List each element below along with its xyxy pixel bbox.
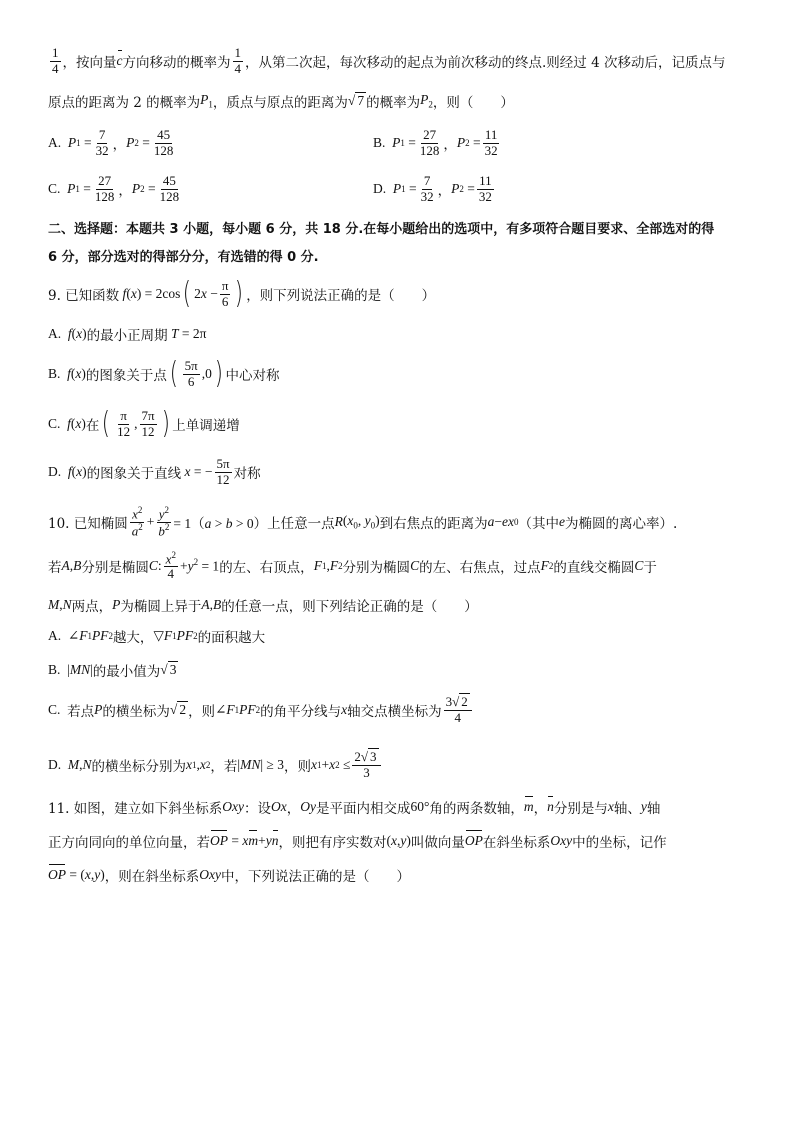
- q10-c-text: 的横坐标为: [102, 704, 170, 720]
- q8-option-row: [48, 120, 754, 166]
- q9-stem: [48, 274, 754, 314]
- section-2-heading: [48, 216, 754, 238]
- q11-text: 叫做向量: [410, 835, 465, 851]
- q8-text: 原点的距离为 2 的概率为: [48, 95, 201, 111]
- q11-text: ，则把有序实数对: [278, 835, 387, 851]
- q10-text: 的左、右焦点，过点: [419, 560, 541, 576]
- q11-text: 是平面内相交成: [316, 801, 411, 817]
- q8-option: B. P 1 = $\frac{27}{128}$ ， P 2 = $\frac{11}{32}$: [373, 127, 498, 158]
- q8-line-2: [48, 88, 754, 114]
- p2-fraction: $\frac{45}{128}$: [159, 173, 180, 204]
- q8-option: C. P 1 = $\frac{27}{128}$ ， P 2 = $\frac{45}{128}$: [48, 173, 180, 204]
- paren-left: (: [183, 276, 192, 311]
- q10-text: 于: [643, 560, 657, 576]
- q10-text: 的直线交椭圆: [553, 560, 635, 576]
- q10-line-3: M , N 两点， P 为椭圆上异于 A , B 的任意一点，则下列结论正确的是（ ）: [48, 597, 478, 615]
- p1-symbol: $P_1$: [200, 92, 213, 110]
- q9-text: ，则下列说法正确的是（ ）: [246, 288, 436, 304]
- q10-text: 为椭圆的离心率）.: [565, 516, 678, 532]
- exam-page: [48, 44, 754, 888]
- p1-fraction: $\frac{7}{32}$: [420, 173, 434, 204]
- q9-c-text: 上单调递增: [172, 418, 240, 434]
- q10-line-2: 若 A , B 分别是椭圆 C : $\frac{x^2}{4}$ $+y^2 = 1$ 的左、右顶点， F 1 , F 2 分别为椭圆 C 的左、右焦点，过点 F 2 的直线交椭圆 C 于: [48, 549, 657, 582]
- q10-text: 的左、右顶点，: [219, 560, 314, 576]
- q10-d-text: 的横坐标分别为: [91, 759, 187, 775]
- option-letter: D.: [373, 181, 387, 196]
- q10-a-text: 的面积越大: [197, 630, 266, 646]
- q11-text: 轴、: [613, 801, 641, 817]
- q10-a-text: 越大，: [112, 630, 154, 646]
- q8-text: 的概率为: [366, 95, 421, 111]
- q11-text: 在斜坐标系: [482, 835, 551, 851]
- q10-text: 到右焦点的距离为: [379, 516, 488, 532]
- fraction-quarter: $\frac{1}{4}$: [234, 45, 241, 76]
- paren-right: ): [235, 276, 244, 311]
- q11-text: 分别是与: [553, 801, 608, 817]
- q8-options: [48, 120, 754, 212]
- section-2-heading-2: [48, 244, 754, 266]
- option-letter: C.: [48, 181, 61, 196]
- math-expr: 2x −: [194, 286, 218, 301]
- p2-fraction: $\frac{11}{32}$: [484, 127, 498, 158]
- q11-text: ，: [533, 801, 548, 817]
- q9-d-text: 的图象关于直线: [86, 466, 182, 482]
- q11-text: 轴: [646, 801, 661, 817]
- q8-text: ，从第二次起，每次移动的起点为前次移动的终点.则经过 4 次移动后，记质点与: [245, 55, 726, 71]
- math-expr: f(x) = 2cos: [119, 286, 181, 301]
- p2-fraction: $\frac{45}{128}$: [153, 127, 174, 158]
- q10-text: 上任意一点: [267, 516, 335, 532]
- q11-line-2: 正方向同向的单位向量，若 OP = x m + y n ，则把有序实数对 ( x , y ) 叫做向量 OP 在斜坐标系 Oxy 中的坐标，记作: [48, 833, 667, 851]
- q10-c-text: 的角平分线与: [260, 704, 342, 720]
- q9-a-text: 的最小正周期: [86, 328, 168, 344]
- q10-text: 10. 已知椭圆: [48, 516, 128, 532]
- q11-text: 中的坐标，记作: [572, 835, 667, 851]
- q10-stem: 10. 已知椭圆 $\frac{x^2}{a^2}$ + $\frac{y^2}{b^2}$ = 1（a > b > 0） 上任意一点 R ($x_0$, $y_0$) 到右焦点的距离为 a − ex 0 （其中 e 为椭圆的离心率）.: [48, 504, 678, 538]
- fraction-pi-6: $\frac{\pi}{6}$: [221, 278, 229, 309]
- p1-fraction: $\frac{7}{32}$: [95, 127, 109, 158]
- q10-text: 分别为椭圆: [342, 560, 411, 576]
- p1-fraction: $\frac{27}{128}$: [419, 127, 440, 158]
- q10-d-text: ，若: [210, 759, 238, 775]
- q10-text: 若: [48, 560, 62, 576]
- q9-c-text: 在: [85, 418, 100, 434]
- section-2-line-1: 二、选择题：本题共 3 小题，每小题 6 分，共 18 分.在每小题给出的选项中，有多项符合题目要求、全部选对的得: [48, 221, 715, 237]
- q8-text: ，质点与原点的距离为: [212, 95, 348, 111]
- q11-line-3: OP = ( x , y ) ，则在斜坐标系 Oxy 中，下列说法正确的是（ ）: [48, 867, 410, 885]
- q11-text: 正方向同向的单位向量，若: [48, 835, 210, 851]
- q10-c-text: 若点: [67, 704, 95, 720]
- q11-text: 中，下列说法正确的是（ ）: [220, 869, 410, 885]
- q10-option-c: C. 若点 P 的横坐标为 √ 2 ，则 ∠ F 1 PF 2 的角平分线与 x 轴交点横坐标为 $\frac{3√ 2}{4}$: [48, 690, 754, 730]
- q10-text: （其中: [518, 516, 559, 532]
- section-2-line-2: 6 分，部分选对的得部分分，有选错的得 0 分.: [48, 249, 319, 265]
- q8-line-1: [48, 44, 754, 78]
- p1-fraction: $\frac{27}{128}$: [94, 173, 115, 204]
- option-letter: A.: [48, 135, 62, 150]
- q10-text: 两点，: [71, 599, 113, 615]
- q10-text: 的任意一点，则下列结论正确的是（ ）: [221, 599, 478, 615]
- sqrt-7: √ 7: [347, 93, 365, 108]
- vector-c: c: [116, 53, 123, 68]
- q11-text: 角的两条数轴，: [429, 801, 524, 817]
- q9-option-c: C. f ( x ) 在 ( $\frac{\pi}{12}$ , $\frac{7\pi}{12}$ ) 上单调递增: [48, 406, 240, 441]
- q10-option-b: B. | MN | 的最小值为 √ 3: [48, 662, 177, 680]
- q11-text: ：设: [244, 801, 271, 817]
- q8-text: ，则（ ）: [432, 95, 514, 111]
- q10-option-d: D. M , N 的横坐标分别为 x 1 , x 2 ，若 | MN | ≥ 3 ，则 x 1 + x 2 ≤ $\frac{2√ 3}{3}$: [48, 744, 754, 786]
- q10-c-text: 轴交点横坐标为: [347, 704, 442, 720]
- q10-d-text: ，则: [283, 759, 311, 775]
- q11-text: ，则在斜坐标系: [104, 869, 200, 885]
- fraction-quarter: $\frac{1}{4}$: [52, 45, 59, 76]
- q11-text: ，: [286, 801, 301, 817]
- option-letter: B.: [373, 135, 386, 150]
- q10-option-a: A. ∠ F 1 PF 2 越大， ▽ F 1 PF 2 的面积越大: [48, 628, 266, 646]
- q8-text: ，按向量: [62, 55, 117, 71]
- q9-d-text: 对称: [233, 466, 261, 482]
- q8-option: D. P 1 = $\frac{7}{32}$ ， P 2 = $\frac{11}{32}$: [373, 173, 492, 204]
- q10-text: 分别是椭圆: [81, 560, 149, 576]
- q9-b-text: 的图象关于点: [85, 368, 167, 384]
- q10-c-text: ，则: [188, 704, 216, 720]
- p2-fraction: $\frac{11}{32}$: [478, 173, 492, 204]
- q9-text: 9. 已知函数: [48, 288, 120, 304]
- q9-b-text: 中心对称: [225, 368, 280, 384]
- q8-text: 方向移动的概率为: [122, 55, 231, 71]
- q9-option-b: B. f ( x ) 的图象关于点 ( $\frac{5\pi}{6}$ ,0 ) 中心对称: [48, 356, 280, 391]
- q9-option-d: D. f ( x ) 的图象关于直线 x = − $\frac{5\pi}{12}$ 对称: [48, 456, 261, 487]
- q8-option: A. P 1 = $\frac{7}{32}$ ， P 2 = $\frac{45}{128}$: [48, 127, 174, 158]
- q11-line-1: 11. 如图，建立如下斜坐标系 Oxy ：设 Ox ， Oy 是平面内相交成 60° 角的两条数轴， m ， n 分别是与 x 轴、 y 轴: [48, 799, 661, 817]
- q10-b-text: 的最小值为: [92, 664, 161, 680]
- q9-option-a: A. f ( x ) 的最小正周期 T = 2π: [48, 326, 207, 344]
- q10-text: 为椭圆上异于: [120, 599, 202, 615]
- p2-symbol: $P_2$: [420, 92, 433, 110]
- q11-text: 11. 如图，建立如下斜坐标系: [48, 801, 223, 817]
- q8-option-row: [48, 166, 754, 212]
